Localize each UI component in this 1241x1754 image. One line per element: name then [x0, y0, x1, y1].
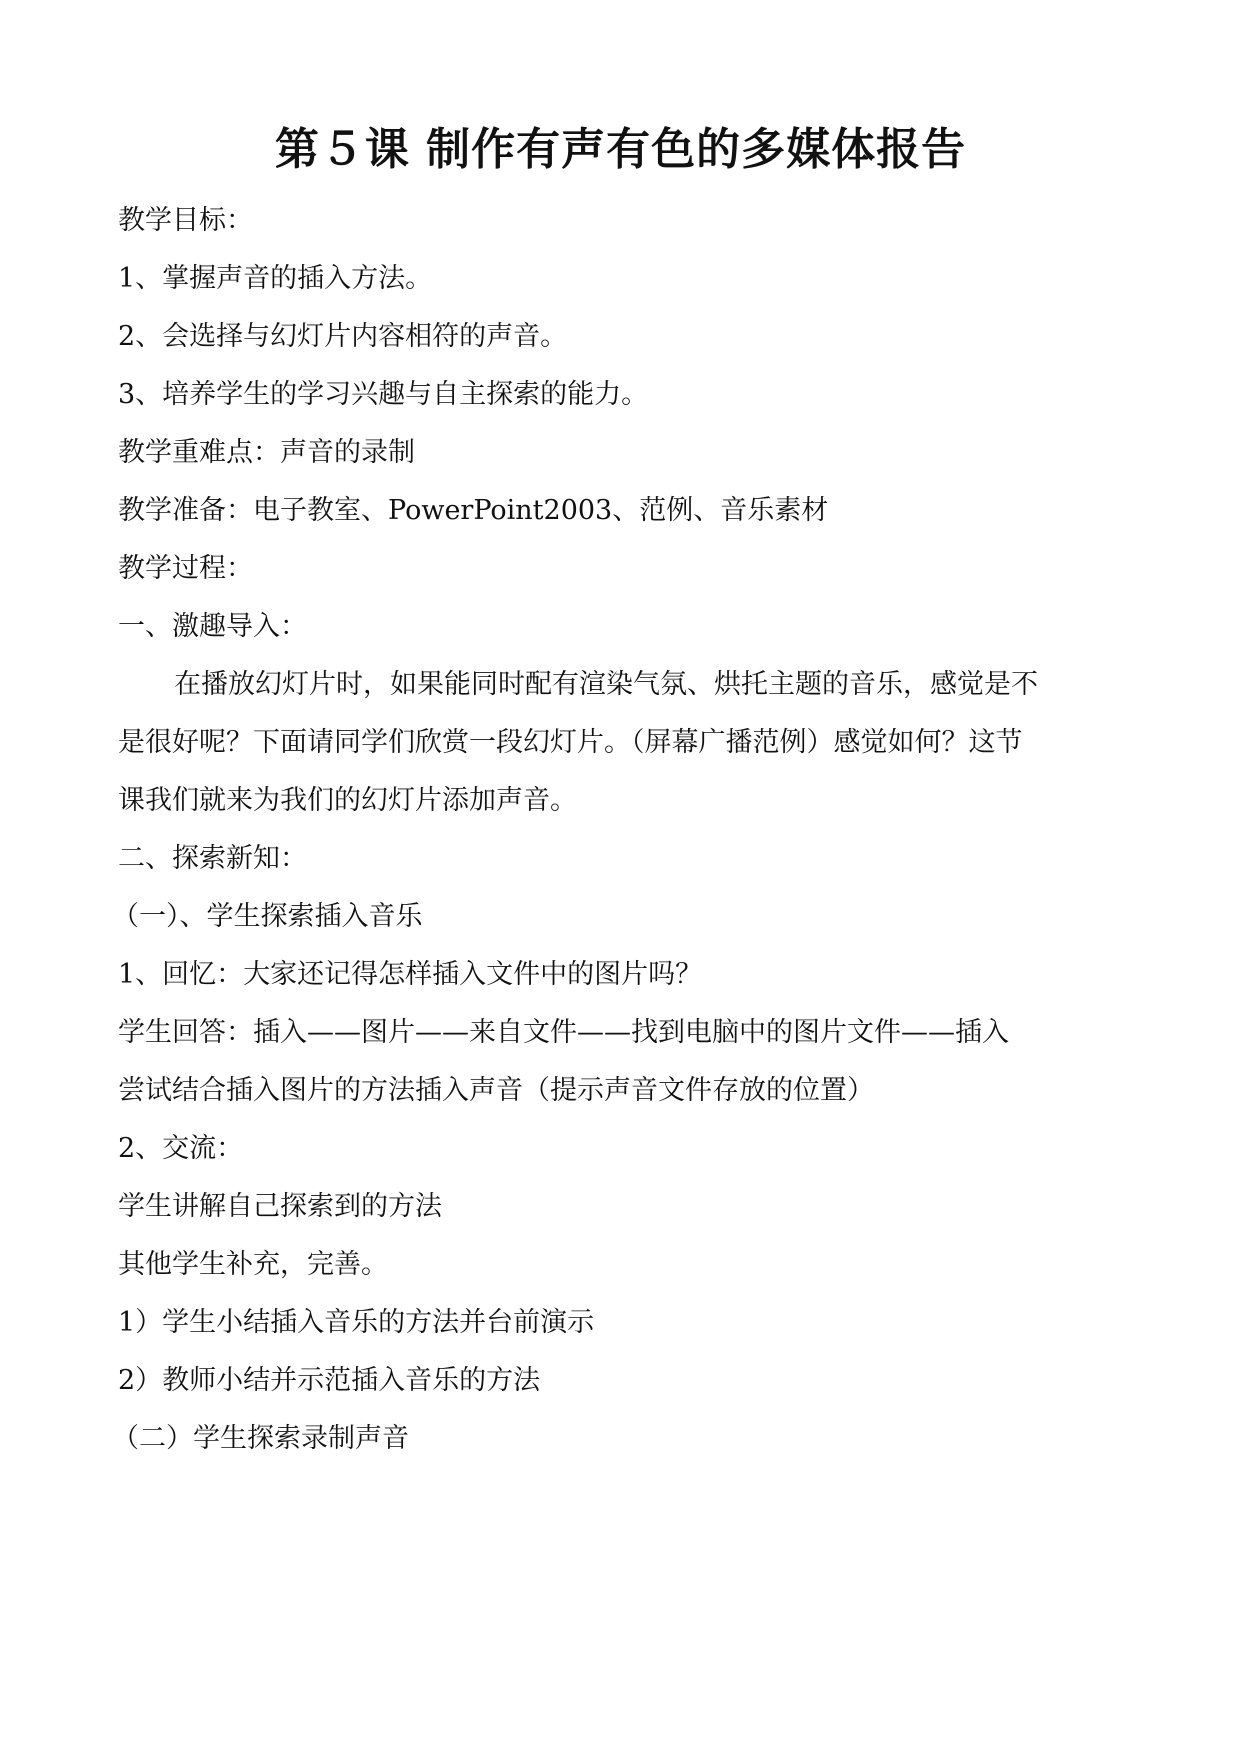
intro-paragraph-line-3: 课我们就来为我们的幻灯片添加声音。 — [118, 785, 577, 816]
goal-item-3: 3、培养学生的学习兴趣与自主探索的能力。 — [118, 379, 649, 410]
step-exchange: 2、交流： — [118, 1133, 244, 1164]
try-insert-sound: 尝试结合插入图片的方法插入声音（提示声音文件存放的位置） — [118, 1075, 874, 1106]
teaching-preparation: 教学准备：电子教室、PowerPoint2003、范例、音乐素材 — [118, 495, 829, 526]
intro-paragraph-line-2: 是很好呢？下面请同学们欣赏一段幻灯片。（屏幕广播范例）感觉如何？这节 — [118, 727, 1023, 758]
intro-paragraph-line-1: 在播放幻灯片时，如果能同时配有渲染气氛、烘托主题的音乐，感觉是不 — [174, 669, 1038, 700]
page-title: 第５课 制作有声有色的多媒体报告 — [274, 124, 967, 175]
subsection-heading-2: （二）学生探索录制声音 — [112, 1423, 409, 1454]
student-answer: 学生回答：插入——图片——来自文件——找到电脑中的图片文件——插入 — [118, 1017, 1009, 1048]
others-supplement: 其他学生补充，完善。 — [118, 1249, 388, 1280]
section-heading-2: 二、探索新知： — [118, 843, 307, 874]
section-heading-1: 一、激趣导入： — [118, 611, 307, 642]
teacher-summary: 2）教师小结并示范插入音乐的方法 — [118, 1365, 541, 1396]
student-summary: 1）学生小结插入音乐的方法并台前演示 — [118, 1307, 595, 1338]
subsection-heading-1: （一）、学生探索插入音乐 — [112, 901, 423, 932]
goal-item-2: 2、会选择与幻灯片内容相符的声音。 — [118, 321, 568, 352]
key-difficulty: 教学重难点：声音的录制 — [118, 437, 415, 468]
goal-item-1: 1、掌握声音的插入方法。 — [118, 263, 433, 294]
heading-teaching-process: 教学过程： — [118, 553, 253, 584]
student-explain: 学生讲解自己探索到的方法 — [118, 1191, 442, 1222]
step-recall: 1、回忆：大家还记得怎样插入文件中的图片吗？ — [118, 959, 703, 990]
heading-teaching-goals: 教学目标： — [118, 205, 253, 236]
